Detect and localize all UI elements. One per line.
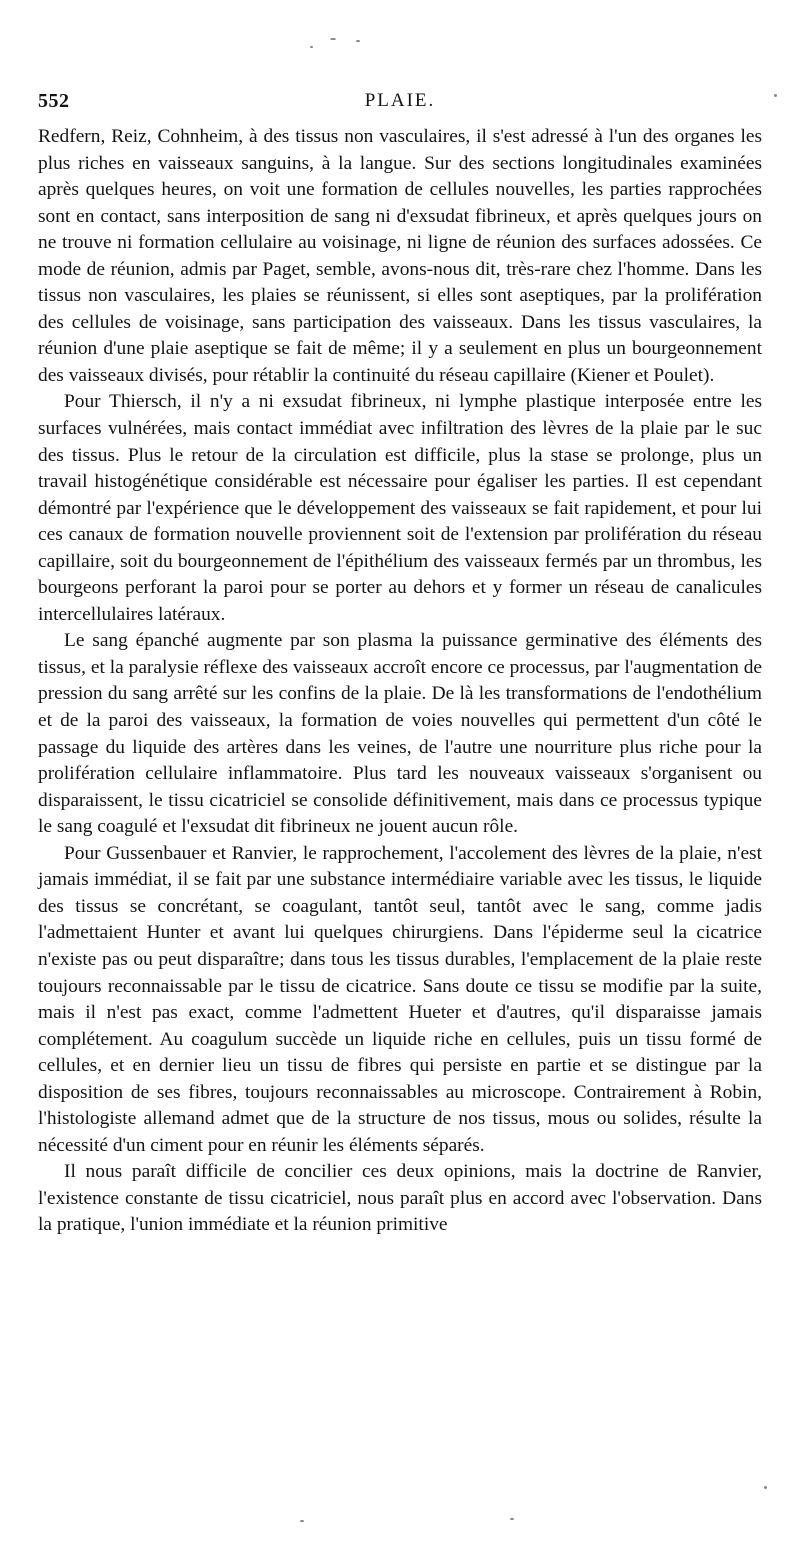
scan-speck — [310, 46, 313, 48]
paragraph: Il nous paraît difficile de concilier ces deux opinions, mais la doctrine de Ranvier, l'existence constante de tissu cicatriciel, nous paraît plus en accord avec l'observation. Dans la pratique, l'union immédiate et la réunion primitive — [38, 1161, 762, 1236]
paragraph: Le sang épanché augmente par son plasma la puissance germinative des éléments des tissus, et la paralysie réflexe des vaisseaux accroît encore ce processus, par l'augmentation de pression du sang arrêté sur les confins de la plaie. De là les transformations de l'endothélium et de la paroi des vaisseaux, la formation de voies nouvelles qui permettent d'un côté le passage du liquide des artères dans les veines, de l'autre une nourriture plus riche pour la prolifération cellulaire inflammatoire. Plus tard les nouveaux vaisseaux s'organisent ou disparaissent, le tissu cicatriciel se consolide définitivement, mais dans ce processus typique le sang coagulé et l'exsudat dit fibrineux ne jouent aucun rôle. — [38, 630, 762, 838]
scan-speck — [300, 1520, 304, 1522]
paragraph: Pour Thiersch, il n'y a ni exsudat fibrineux, ni lymphe plastique interposée entre les surfaces vulnérées, mais contact immédiat avec infiltration des lèvres de la plaie par le suc des tissus. Plus le retour de la circulation est difficile, plus la stase se prolonge, plus un travail histogénétique considérable est nécessaire pour égaliser les parties. Il est cependant démontré par l'expérience que le développement des vaisseaux se fait rapidement, et pour lui ces canaux de formation nouvelle proviennent soit de l'extension par prolifération du réseau capillaire, soit du bourgeonnement de l'épithélium des vaisseaux fermés par un thrombus, les bourgeons perforant la paroi pour se porter au dehors et y former un réseau de canalicules intercellulaires latéraux. — [38, 391, 762, 625]
page-header — [38, 90, 762, 118]
running-title: PLAIE. — [364, 90, 436, 111]
paragraph: Pour Gussenbauer et Ranvier, le rapprochement, l'accolement des lèvres de la plaie, n'est jamais immédiat, il se fait par une substance intermédiaire variable avec les tissus, le liquide des tissus se concrétant, se coagulant, tantôt seul, tantôt avec le sang, comme jadis l'admettaient Hunter et avant lui quelques chirurgiens. Dans l'épiderme seul la cicatrice n'existe pas ou peut disparaître; dans tous les tissus durables, l'emplacement de la plaie reste toujours reconnaissable par le tissu de cicatrice. Sans doute ce tissu se modifie par la suite, mais il n'est pas exact, comme l'admettent Hueter et d'autres, qu'il disparaisse jamais complétement. Au coagulum succède un liquide riche en cellules, puis un tissu formé de cellules, et en dernier lieu un tissu de fibres qui persiste en partie et se distingue par la disposition de ses fibres, toujours reconnaissables au microscope. Contrairement à Robin, l'histologiste allemand admet que de la structure de nos tissus, mous ou solides, résulte la nécessité d'un ciment pour en réunir les éléments séparés. — [38, 842, 762, 1156]
scan-speck — [510, 1518, 514, 1520]
scan-speck — [764, 1486, 767, 1489]
scan-speck — [356, 40, 360, 42]
body-text — [38, 124, 762, 1239]
scan-speck — [774, 94, 777, 97]
scan-speck — [330, 38, 336, 40]
page-number: 552 — [38, 90, 70, 112]
paragraph: Redfern, Reiz, Cohnheim, à des tissus non vasculaires, il s'est adressé à l'un des organes les plus riches en vaisseaux sanguins, à la langue. Sur des sections longitudinales examinées après quelques heures, on voit une formation de cellules nouvelles, les parties rapprochées sont en contact, sans interposition de sang ni d'exsudat fibrineux, et après quelques jours on ne trouve ni formation cellulaire au voisinage, ni ligne de réunion des surfaces adossées. Ce mode de réunion, admis par Paget, semble, avons-nous dit, très-rare chez l'homme. Dans les tissus non vasculaires, les plaies se réunissent, si elles sont aseptiques, par la prolifération des cellules de voisinage, sans participation des vaisseaux. Dans les tissus vasculaires, la réunion d'une plaie aseptique se fait de même; il y a seulement en plus un bourgeonnement des vaisseaux divisés, pour rétablir la continuité du réseau capillaire (Kiener et Poulet). — [38, 126, 762, 386]
